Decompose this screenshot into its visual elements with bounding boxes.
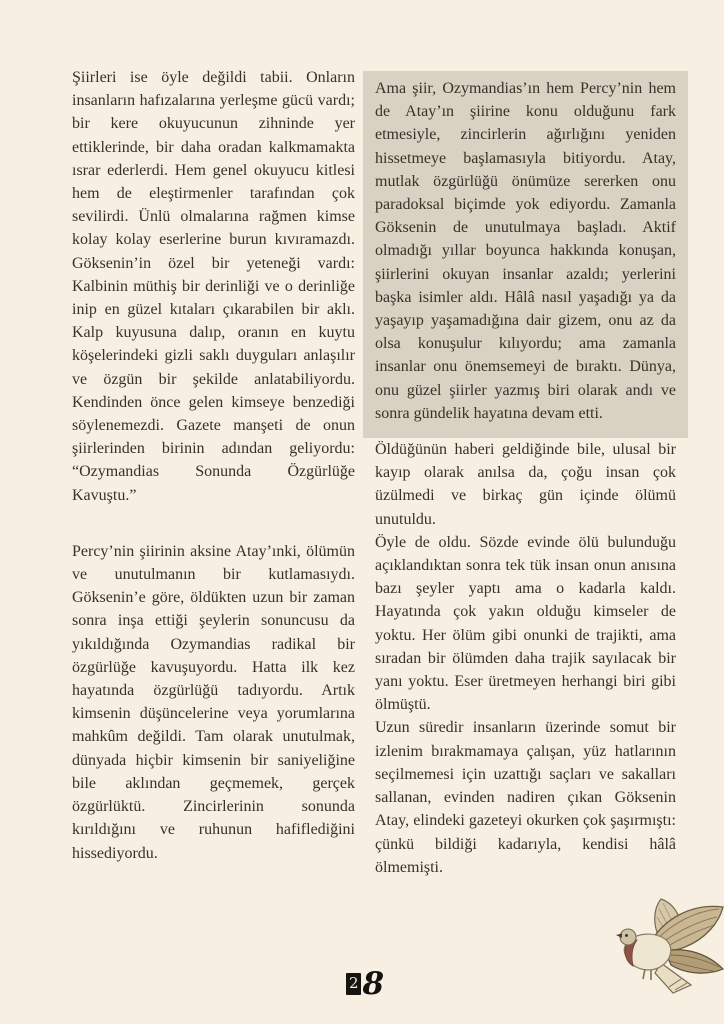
paragraph: Öyle de oldu. Sözde evinde ölü bulunduğu açıklandıktan sonra tek tük insan onun anısına bazı şeyler yaptı ama o kadarla kaldı. Hayatında çok yakın olduğu kimseler de yoktu. Her ölüm gibi onunki de trajikti, ama sıradan bir ölümden daha trajik sayılacak bir yanı yoktu. Eser üretmeyen herhangi biri gibi ölmüştü. [375, 533, 676, 714]
flying-pigeon-icon [615, 893, 724, 1015]
paragraph: Şiirleri ise öyle değildi tabii. Onların insanların hafızalarına yerleşme gücü vardı; bir kere okuyucunun zihninde yer ettiklerinde, bir daha oradan kalkmamakta ısrar ederlerdi. Hem genel okuyucu kitlesi hem de eleştirmenler tarafından çok sevilirdi. Ünlü olmalarına rağmen kimse kolay kolay eserlerine burun kıvıramazdı. Göksenin’in özel bir yeteneği vardı: Kalbinin müthiş bir derinliği ve o derinliğe inip en güzel kıtaları çıkarabilen bir aklı. Kalp kuyusuna dalıp, oranın en kuytu köşelerindeki gizli saklı duyguları anlaşılır ve özgün bir şekilde anlatabiliyordu. Kendinden önce gelen kimseye benzediği söylenemezdi. Gazete manşeti de onun şiirlerinden birinin adından geliyordu: “Ozymandias Sonunda Özgürlüğe Kavuştu.” [72, 69, 355, 504]
left-text-column [72, 66, 355, 865]
highlighted-passage [363, 71, 688, 438]
right-text-column [363, 71, 688, 879]
paragraph: Percy’nin şiirinin aksine Atay’ınki, ölümün ve unutulmanın bir kutlamasıydı. Göksenin’e göre, öldükten uzun bir zaman sonra inşa ettiği şeylerin sonuncusu da yıkıldığında Ozymandias radikal bir özgürlüğe kavuşuyordu. Hatta ilk kez hayatında özgürlüğü tadıyordu. Artık kimsenin düşüncelerine veya yorumlarına mahkûm değildi. Tam olarak unutulmak, dünyada hiçbir kimsenin bir saniyeliğine bile aklından geçmemek, gerçek özgürlüktü. Zincirlerinin sonunda kırıldığını ve ruhunun hafiflediğini hissediyordu. [72, 542, 355, 862]
paragraph: Öldüğünün haberi geldiğinde bile, ulusal bir kayıp olarak anılsa da, çoğu insan çok üzülmedi ve birkaç gün içinde ölümü unutuldu. [375, 441, 676, 528]
page-number [330, 966, 400, 1002]
paragraph: Ama şiir, Ozymandias’ın hem Percy’nin hem de Atay’ın şiirine konu olduğunu fark etmesiyle, zincirlerin ağırlığını yeniden hissetmeye başlamasıyla bitiyordu. Atay, mutlak özgürlüğü önümüze sererken onu paradoksal biçimde yok ediyordu. Zamanla Göksenin de unutulmaya başladı. Aktif olmadığı yıllar boyunca hakkında konuşan, şiirlerini okuyan insanlar azaldı; yerlerini başka isimler aldı. Hâlâ nasıl yaşadığı ya da yaşayıp yaşamadığına dair gizem, onu az da olsa konuşulur kılıyordu; ama zamanla insanlar onu önemsemeyi de bıraktı. Dünya, onu güzel şiirler yazmış biri olarak andı ve sonra gündelik hayatına devam etti. [375, 80, 676, 422]
page-number-digit-bold: 8 [362, 966, 385, 1002]
paragraph: Uzun süredir insanların üzerinde somut bir izlenim bırakmamaya çalışan, yüz hatlarının seçilmemesi için uzattığı saçları ve sakalları sallanan, evinden nadiren çıkan Göksenin Atay, elindeki gazeteyi okurken çok şaşırmıştı: çünkü bildiği kadarıyla, kendisi hâlâ ölmemişti. [375, 719, 676, 876]
page-number-digit-clipping: 2 [346, 973, 362, 995]
